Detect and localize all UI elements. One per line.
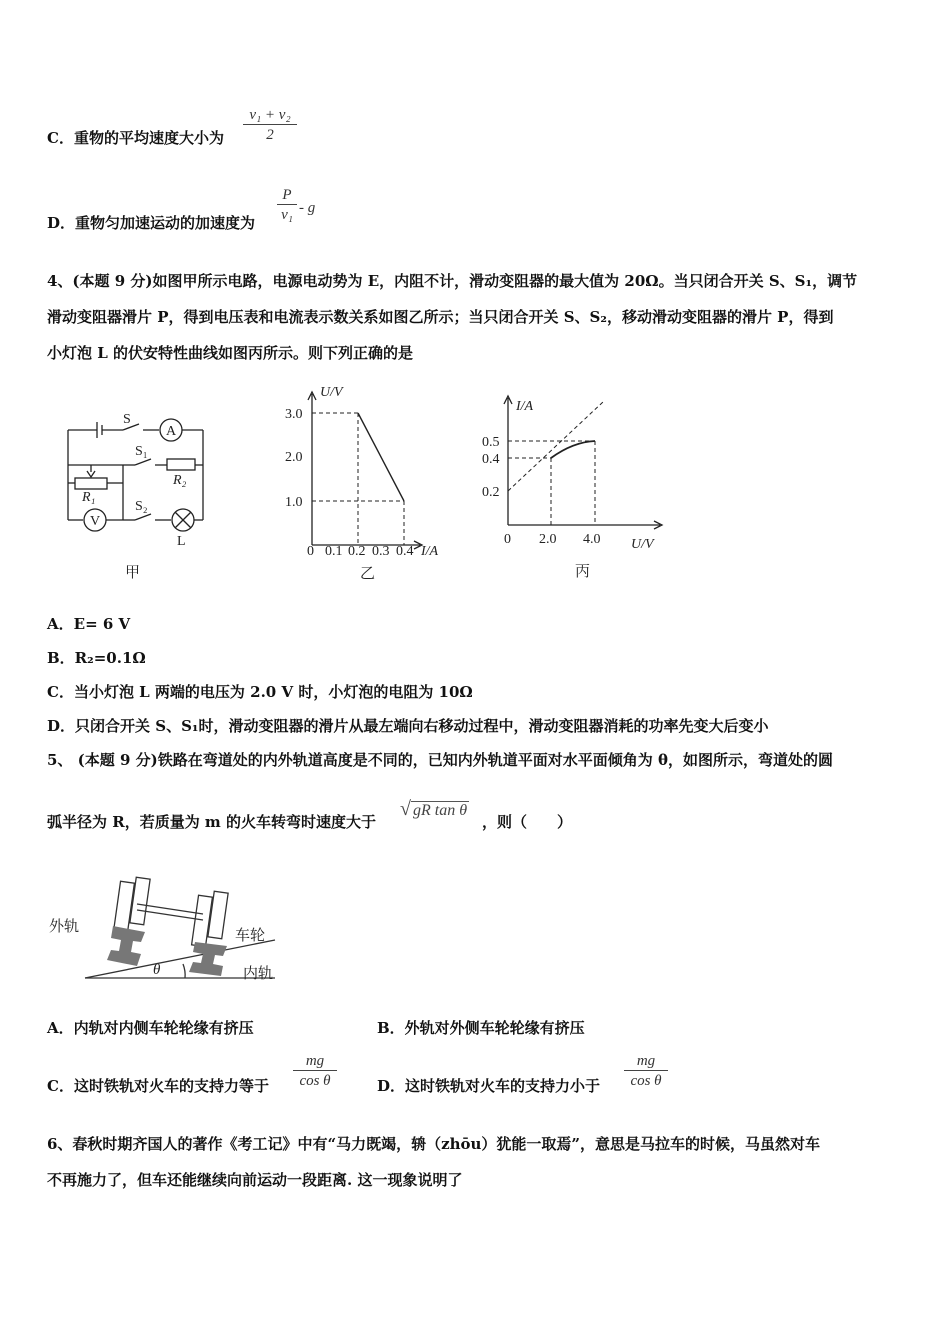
option-3d-tail: - g (299, 200, 316, 216)
x-axis-label: U/V (631, 537, 654, 552)
series-line (358, 413, 404, 501)
question-6-text (47, 1126, 907, 1198)
y-tick-2: 2.0 (285, 450, 303, 465)
sqrt-expression (400, 798, 469, 821)
inner-rail-profile (189, 942, 227, 976)
figure-jia-circuit (55, 405, 215, 585)
option-4a: A．E= 6 V (47, 615, 131, 633)
x-tick-01: 0.1 (325, 544, 343, 559)
y-tick-04: 0.4 (482, 452, 500, 467)
option-3c-fraction (243, 106, 297, 145)
label-inner-rail: 内轨 (243, 966, 274, 982)
q6-line-2: 不再施力了，但车还能继续向前运动一段距离. 这一现象说明了 (47, 1171, 463, 1189)
option-5c: C．这时铁轨对火车的支持力等于 (47, 1077, 269, 1095)
option-4b: B．R₂=0.1Ω (47, 649, 146, 667)
x-axis-label: I/A (421, 544, 439, 559)
fraction-denominator: cos θ (630, 1073, 662, 1089)
sqrt-sign-icon: √ (400, 798, 411, 820)
q5-line-1: 5、 (本题 9 分)铁路在弯道处的内外轨道高度是不同的，已知内外轨道平面对水平面倾角为 θ，如图所示，弯道处的圆 (47, 751, 833, 769)
label-s2: S₂ (135, 499, 148, 514)
label-r2: R₂ (173, 473, 187, 488)
q4-line-1: 4、(本题 9 分)如图甲所示电路，电源电动势为 E，内阻不计，滑动变阻器的最大值为 20Ω。当只闭合开关 S、S₁，调节 (47, 272, 858, 290)
option-5d-fraction (624, 1052, 668, 1091)
y-tick-1: 1.0 (285, 495, 303, 510)
y-tick-02: 0.2 (482, 485, 500, 500)
outer-rail-profile (107, 926, 145, 966)
label-r1: R₁ (82, 490, 96, 505)
figure-yi-graph (280, 380, 450, 585)
label-theta: θ (153, 962, 161, 978)
fraction-denominator: 2 (266, 127, 274, 143)
tangent-line (508, 401, 604, 491)
y-tick-3: 3.0 (285, 407, 303, 422)
caption-bing: 丙 (575, 564, 591, 580)
label-s1: S₁ (135, 444, 148, 459)
caption-jia: 甲 (125, 565, 141, 581)
x-tick-0: 0 (307, 544, 314, 559)
caption-yi: 乙 (360, 566, 376, 582)
option-5c-fraction (293, 1052, 337, 1091)
option-5b: B．外轨对外侧车轮轮缘有挤压 (377, 1019, 585, 1037)
q5-line-2a: 弧半径为 R，若质量为 m 的火车转弯时速度大于 (47, 813, 377, 831)
fraction-numerator: P (282, 187, 292, 203)
fraction-numerator: v₁ + v₂ (249, 107, 291, 123)
option-3d-label: D．重物匀加速运动的加速度为 (47, 214, 256, 232)
option-3c-label: C．重物的平均速度大小为 (47, 129, 224, 147)
q6-line-1: 6、春秋时期齐国人的著作《考工记》中有“马力既竭，辀（zhōu）犹能一取焉”，意思是马拉车的时候，马虽然对车 (47, 1135, 821, 1153)
label-s: S (123, 412, 131, 427)
voltmeter-icon: V (90, 514, 101, 529)
option-3d-fraction (277, 186, 297, 225)
fraction-numerator: mg (305, 1053, 325, 1069)
option-5a: A．内轨对内侧车轮轮缘有挤压 (47, 1019, 254, 1037)
y-axis-label: I/A (516, 399, 534, 414)
figure-rail-diagram (45, 868, 295, 988)
label-lamp: L (177, 534, 186, 549)
sqrt-radicand: gR tan θ (412, 802, 468, 819)
fraction-denominator: v₁ (281, 207, 293, 223)
figure-bing-graph (478, 390, 678, 585)
y-tick-05: 0.5 (482, 435, 500, 450)
x-tick-0: 0 (504, 532, 511, 547)
x-tick-02: 0.2 (348, 544, 366, 559)
ammeter-icon: A (166, 424, 177, 439)
y-axis-label: U/V (320, 385, 343, 400)
option-4d: D．只闭合开关 S、S₁时，滑动变阻器的滑片从最左端向右移动过程中，滑动变阻器消耗的功率先变大后变小 (47, 717, 769, 735)
x-tick-03: 0.3 (372, 544, 390, 559)
fraction-numerator: mg (636, 1053, 656, 1069)
x-tick-2: 2.0 (539, 532, 557, 547)
question-4-text (47, 263, 907, 371)
q4-line-3: 小灯泡 L 的伏安特性曲线如图丙所示。则下列正确的是 (47, 344, 413, 362)
x-tick-4: 4.0 (583, 532, 601, 547)
q4-line-2: 滑动变阻器滑片 P，得到电压表和电流表示数关系如图乙所示；当只闭合开关 S、S₂，移动滑动变阻器的滑片 P，得到 (47, 308, 834, 326)
q5-line-2b: ，则（ ） (482, 813, 573, 831)
label-outer-rail: 外轨 (49, 919, 80, 935)
label-wheel: 车轮 (235, 928, 266, 944)
fraction-denominator: cos θ (299, 1073, 331, 1089)
option-5d: D．这时铁轨对火车的支持力小于 (377, 1077, 601, 1095)
x-tick-04: 0.4 (396, 544, 414, 559)
option-4c: C．当小灯泡 L 两端的电压为 2.0 V 时，小灯泡的电阻为 10Ω (47, 683, 473, 701)
characteristic-curve (551, 441, 595, 458)
